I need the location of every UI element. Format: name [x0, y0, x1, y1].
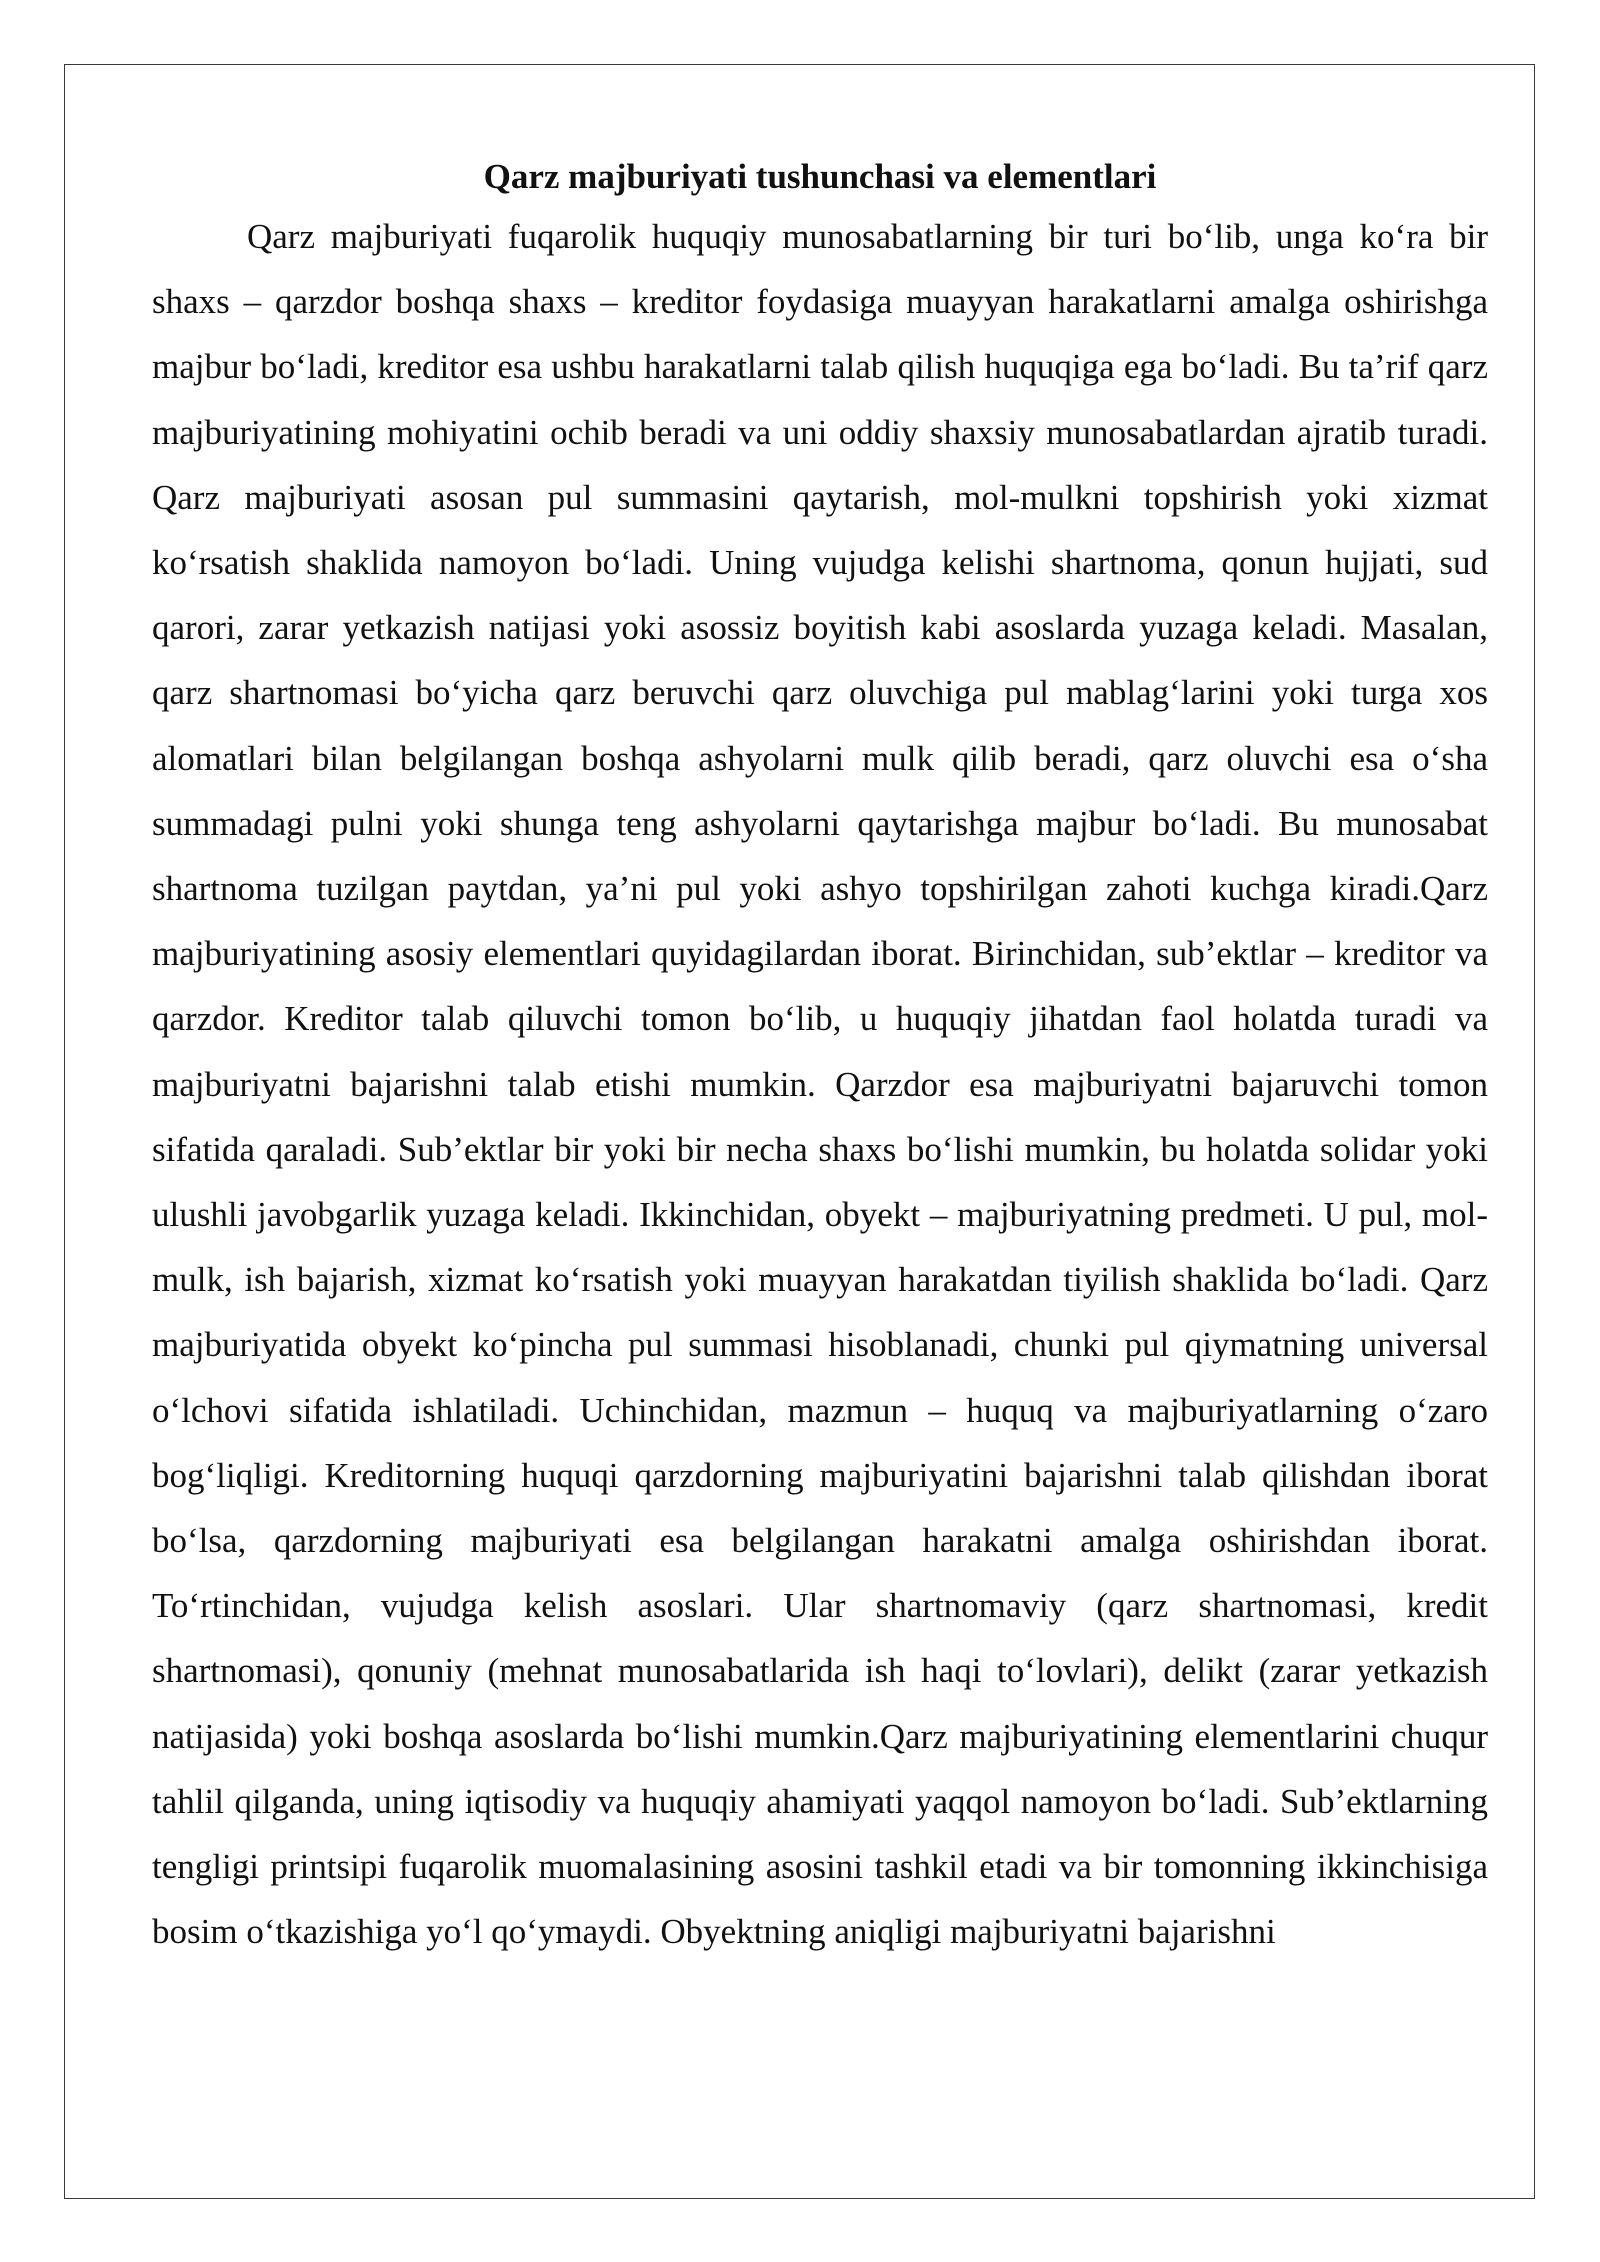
document-body-paragraph: Qarz majburiyati fuqarolik huquqiy munosabatlarning bir turi boʻlib, unga koʻra bir shaxs – qarzdor boshqa shaxs – kreditor foydasiga muayyan harakatlarni amalga oshirishga majbur boʻladi, kreditor esa ushbu harakatlarni talab qilish huquqiga ega boʻladi. Bu ta’rif qarz majburiyatining mohiyatini ochib beradi va uni oddiy shaxsiy munosabatlardan ajratib turadi. Qarz majburiyati asosan pul summasini qaytarish, mol-mulkni topshirish yoki xizmat koʻrsatish shaklida namoyon boʻladi. Uning vujudga kelishi shartnoma, qonun hujjati, sud qarori, zarar yetkazish natijasi yoki asossiz boyitish kabi asoslarda yuzaga keladi. Masalan, qarz shartnomasi boʻyicha qarz beruvchi qarz oluvchiga pul mablagʻlarini yoki turga xos alomatlari bilan belgilangan boshqa ashyolarni mulk qilib beradi, qarz oluvchi esa oʻsha summadagi pulni yoki shunga teng ashyolarni qaytarishga majbur boʻladi. Bu munosabat shartnoma tuzilgan paytdan, ya’ni pul yoki ashyo topshirilgan zahoti kuchga kiradi.Qarz majburiyatining asosiy elementlari quyidagilardan iborat. Birinchidan, sub’ektlar – kreditor va qarzdor. Kreditor talab qiluvchi tomon boʻlib, u huquqiy jihatdan faol holatda turadi va majburiyatni bajarishni talab etishi mumkin. Qarzdor esa majburiyatni bajaruvchi tomon sifatida qaraladi. Sub’ektlar bir yoki bir necha shaxs boʻlishi mumkin, bu holatda solidar yoki ulushli javobgarlik yuzaga keladi. Ikkinchidan, obyekt – majburiyatning predmeti. U pul, mol-mulk, ish bajarish, xizmat koʻrsatish yoki muayyan harakatdan tiyilish shaklida boʻladi. Qarz majburiyatida obyekt koʻpincha pul summasi hisoblanadi, chunki pul qiymatning universal oʻlchovi sifatida ishlatiladi. Uchinchidan, mazmun – huquq va majburiyatlarning oʻzaro bogʻliqligi. Kreditorning huquqi qarzdorning majburiyatini bajarishni talab qilishdan iborat boʻlsa, qarzdorning majburiyati esa belgilangan harakatni amalga oshirishdan iborat. Toʻrtinchidan, vujudga kelish asoslari. Ular shartnomaviy (qarz shartnomasi, kredit shartnomasi), qonuniy (mehnat munosabatlarida ish haqi toʻlovlari), delikt (zarar yetkazish natijasida) yoki boshqa asoslarda boʻlishi mumkin.Qarz majburiyatining elementlarini chuqur tahlil qilganda, uning iqtisodiy va huquqiy ahamiyati yaqqol namoyon boʻladi. Sub’ektlarning tengligi printsipi fuqarolik muomalasining asosini tashkil etadi va bir tomonning ikkinchisiga bosim oʻtkazishiga yoʻl qoʻymaydi. Obyektning aniqligi majburiyatni bajarishni [152, 217, 1488, 1952]
document-title: Qarz majburiyati tushunchasi va elementlari [483, 157, 1157, 196]
document-content [152, 150, 1488, 1964]
